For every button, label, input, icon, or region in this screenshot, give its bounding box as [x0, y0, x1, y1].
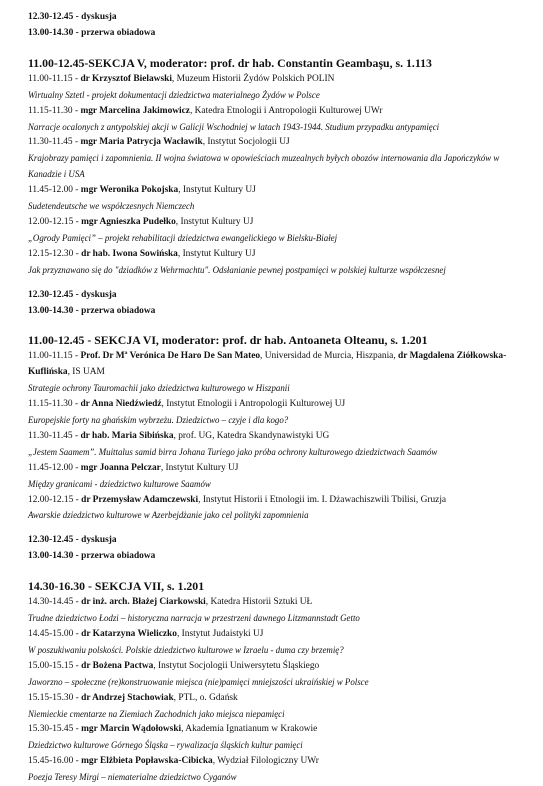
speaker-affiliation: , Instytut Kultury UJ — [177, 248, 256, 259]
talk-entry — [28, 397, 528, 429]
speaker-name: mgr Weronika Pokojska — [80, 185, 179, 196]
speaker-affiliation: , Instytut Judaistyki UJ — [176, 629, 264, 639]
talk-time: 14.45-15.00 - — [28, 629, 82, 639]
speaker-affiliation: , prof. UG, Katedra Skandynawistyki UG — [173, 430, 330, 441]
speaker-affiliation: , PTL, o. Gdańsk — [173, 692, 238, 703]
speaker-name: dr Krzysztof Bielawski — [80, 73, 172, 84]
talk-title: Trudne dziedzictwo Łodzi – historyczna narracja w przestrzeni dawnego Litzmannstadt Getto — [28, 613, 360, 624]
talk-time: 12.15-12.30 - — [28, 248, 82, 259]
section-heading: 11.00-12.45 - SEKCJA VI, moderator: prof. dr hab. Antoaneta Olteanu, s. 1.201 — [28, 333, 428, 348]
speaker-name: dr hab. Maria Sibińska — [80, 430, 174, 441]
talk-time: 15.00-15.15 - — [28, 660, 82, 671]
speaker-name: Prof. Dr Mª Verónica De Haro De San Mateo — [80, 351, 261, 362]
lunch-break-slot: 13.00-14.30 - przerwa obiadowa — [28, 551, 156, 562]
talk-title: Krajobrazy pamięci i zapomnienia. II wojna światowa w opowieściach muzealnych byłych obozów internowania dla Japończyków w Kanadzie i USA — [28, 153, 500, 180]
talk-title: Jak przyznawano się do "dziadków z Wehrmachtu". Odsłanianie pewnej postpamięci w polskiej kulturze współczesnej — [28, 264, 446, 275]
talk-time: 11.45-12.00 - — [28, 185, 81, 196]
talk-title: Poezja Teresy Mirgi – niematerialne dziedzictwo Cyganów — [28, 772, 237, 783]
speaker-affiliation: , Instytut Kultury UJ — [175, 216, 254, 227]
talk-title: W poszukiwaniu polskości. Polskie dziedzictwo kulturowe w Izraelu - duma czy brzemię? — [28, 644, 344, 655]
talk-title: Narracje ocalonych z antypolskiej akcji w Galicji Wschodniej w latach 1943-1944. Studium przypadku antypamięci — [28, 121, 440, 132]
speaker-name: dr Przemysław Adamczewski — [81, 494, 199, 505]
talk-title: Awarskie dziedzictwo kulturowe w Azerbejdżanie jako cel polityki zapomnienia — [28, 510, 309, 521]
speaker-name: dr Katarzyna Wieliczko — [81, 629, 177, 639]
speaker-name: dr Anna Niedźwiedź — [80, 399, 162, 410]
speaker-affiliation: , Instytut Etnologii i Antropologii Kulturowej UJ — [161, 399, 346, 410]
speaker-name: dr Andrzej Stachowiak — [81, 692, 174, 703]
talk-time: 11.15-11.30 - — [28, 105, 81, 116]
talk-time: 12.00-12.15 - — [28, 216, 82, 227]
talk-title: Niemieckie cmentarze na Ziemiach Zachodnich jako miejsca niepamięci — [28, 708, 285, 719]
talk-title: Między granicami - dziedzictwo kulturowe Saamów — [28, 478, 211, 489]
talk-title: Dziedzictwo kulturowe Górnego Śląska – rywalizacja śląskich kultur pamięci — [28, 740, 303, 751]
speaker-affiliation: , Universidad de Murcia, Hiszpania, — [260, 351, 399, 362]
talk-entry — [28, 429, 528, 461]
speaker-affiliation: , Instytut Kultury UJ — [178, 185, 256, 196]
speaker-name: mgr Agnieszka Pudełko — [81, 216, 176, 227]
talk-time: 15.15-15.30 - — [28, 692, 82, 703]
talk-time: 12.00-12.15 - — [28, 494, 82, 505]
lunch-break-slot: 13.00-14.30 - przerwa obiadowa — [28, 27, 156, 38]
talk-entry — [28, 627, 528, 659]
talk-title: Sudetendeutsche we współczesnych Niemczech — [28, 201, 195, 212]
talk-entry — [28, 349, 528, 397]
speaker-affiliation: , Instytut Historii i Etnologii im. I. Dżawachiszwili Tbilisi, Gruzja — [198, 494, 447, 505]
speaker-affiliation: , Katedra Etnologii i Antropologii Kulturowej UWr — [189, 105, 383, 116]
discussion-slot: 12.30-12.45 - dyskusja — [28, 289, 117, 300]
talk-time: 11.00-11.15 - — [28, 73, 81, 84]
talk-entry — [28, 754, 528, 786]
speaker-affiliation: , Muzeum Historii Żydów Polskich POLIN — [171, 73, 335, 84]
talk-time: 15.30-15.45 - — [28, 724, 82, 735]
speaker-name: mgr Marcelina Jakimowicz — [80, 105, 190, 116]
talk-entry — [28, 215, 528, 247]
speaker-affiliation: , Instytut Socjologii UJ — [202, 137, 290, 148]
talk-entry — [28, 104, 528, 136]
talk-entry — [28, 722, 528, 754]
speaker-affiliation: , Akademia Ignatianum w Krakowie — [181, 724, 318, 735]
talk-time: 14.30-14.45 - — [28, 597, 82, 608]
speaker-affiliation: , Wydział Filologiczny UWr — [212, 756, 319, 767]
program-page — [28, 10, 528, 786]
talk-time: 11.45-12.00 - — [28, 462, 81, 473]
discussion-slot: 12.30-12.45 - dyskusja — [28, 12, 117, 22]
talk-entry — [28, 183, 528, 215]
talk-title: „Ogrody Pamięci” – projekt rehabilitacji dziedzictwa ewangelickiego w Bielsku-Białej — [28, 232, 338, 243]
talk-entry — [28, 493, 528, 525]
section-heading: 11.00-12.45-SEKCJA V, moderator: prof. dr hab. Constantin Geambaşu, s. 1.113 — [28, 55, 432, 70]
talk-entry — [28, 72, 528, 104]
speaker-affiliation: , Katedra Historii Sztuki UŁ — [205, 597, 313, 608]
speaker-name: dr hab. Iwona Sowińska — [81, 248, 178, 259]
speaker-affiliation: , IS UAM — [67, 367, 105, 378]
speaker-name: mgr Elżbieta Popławska-Cibicka — [81, 756, 213, 767]
talk-time: 11.30-11.45 - — [28, 430, 81, 441]
speaker-affiliation: , Instytut Socjologii Uniwersytetu Śląskiego — [153, 660, 320, 671]
discussion-slot: 12.30-12.45 - dyskusja — [28, 535, 117, 546]
section-heading: 14.30-16.30 - SEKCJA VII, s. 1.201 — [28, 579, 205, 594]
talk-time: 11.00-11.15 - — [28, 351, 81, 362]
speaker-name: mgr Maria Patrycja Wacławik — [80, 137, 203, 148]
talk-title: Europejskie forty na ghańskim wybrzeżu. Dziedzictwo – czyje i dla kogo? — [28, 415, 289, 426]
talk-entry — [28, 461, 528, 493]
talk-time: 15.45-16.00 - — [28, 756, 82, 767]
talk-title: Jaworzno – społeczne (re)konstruowanie miejsca (nie)pamięci mniejszości ukraińskiej w Polsce — [28, 676, 369, 687]
speaker-name: dr Bożena Pactwa — [81, 660, 154, 671]
talk-title: Strategie ochrony Tauromachii jako dziedzictwa kulturowego w Hiszpanii — [28, 383, 290, 394]
speaker-name: dr Magdalena Ziółkowska-Kuflińska — [28, 351, 507, 378]
speaker-name: mgr Joanna Pelczar — [80, 462, 161, 473]
speaker-name: mgr Marcin Wądołowski — [81, 724, 182, 735]
talk-time: 11.30-11.45 - — [28, 137, 81, 148]
talk-entry — [28, 247, 528, 279]
talk-entry — [28, 659, 528, 691]
talk-time: 11.15-11.30 - — [28, 399, 81, 410]
speaker-name: dr inż. arch. Błażej Ciarkowski — [81, 597, 206, 608]
talk-entry — [28, 595, 528, 627]
talk-title: „Jestem Saamem”. Muittalus samid birra Johana Turiego jako próba ochrony kulturowego dziedzictwach Saamów — [28, 446, 438, 457]
lunch-break-slot: 13.00-14.30 - przerwa obiadowa — [28, 305, 156, 316]
talk-entry — [28, 691, 528, 723]
talk-title: Wirtualny Sztetl - projekt dokumentacji dziedzictwa materialnego Żydów w Polsce — [28, 89, 320, 100]
talk-entry — [28, 135, 528, 183]
speaker-affiliation: , Instytut Kultury UJ — [160, 462, 239, 473]
